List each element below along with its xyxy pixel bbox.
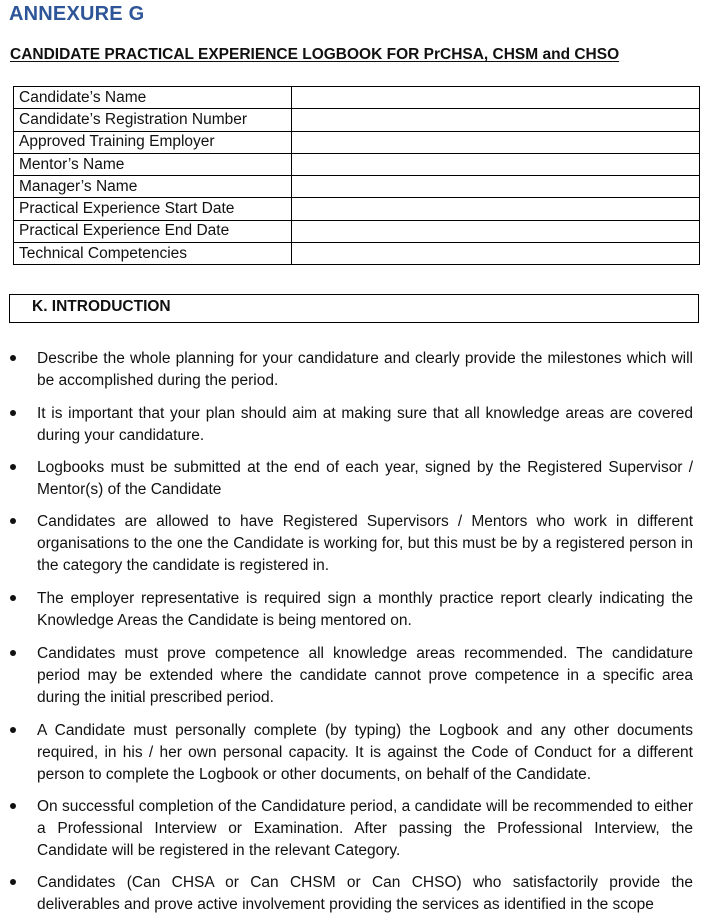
row-value (292, 131, 700, 153)
bullet-text: Describe the whole planning for your candidature and clearly provide the milestones which will be accomplished during the period. (37, 350, 693, 389)
table-row (14, 176, 700, 198)
row-label: Mentor’s Name (14, 153, 292, 175)
row-label: Manager’s Name (14, 176, 292, 198)
bullet-text: Candidates must prove competence all knowledge areas recommended. The candidature period may be extended where the candidate cannot prove competence in a specific area during the initial prescribed period. (37, 645, 693, 706)
bullet-text: Logbooks must be submitted at the end of each year, signed by the Registered Supervisor / Mentor(s) of the Candidate (37, 459, 693, 498)
row-label: Candidate’s Name (14, 87, 292, 109)
row-label: Approved Training Employer (14, 131, 292, 153)
row-value (292, 243, 700, 265)
annexure-title: ANNEXURE G (9, 3, 145, 25)
bullet-icon (10, 879, 16, 885)
row-label: Practical Experience End Date (14, 220, 292, 242)
bullet-icon (10, 464, 16, 470)
bullet-icon (10, 410, 16, 416)
section-heading-box (9, 294, 699, 323)
candidate-info-table (13, 86, 700, 265)
table-row (14, 243, 700, 265)
row-value (292, 220, 700, 242)
row-value (292, 109, 700, 131)
table-row (14, 109, 700, 131)
bullet-text: Candidates (Can CHSA or Can CHSM or Can CHSO) who satisfactorily provide the deliverables and prove active involvement providing the services as identified in the scope (37, 874, 693, 913)
table-row (14, 87, 700, 109)
bullet-icon (10, 803, 16, 809)
table-row (14, 220, 700, 242)
bullet-text: Candidates are allowed to have Registered Supervisors / Mentors who work in different organisations to the one the Candidate is working for, but this must be by a registered person in the category the candidate is registered in. (37, 513, 693, 574)
bullet-icon (10, 595, 16, 601)
row-value (292, 176, 700, 198)
row-value (292, 198, 700, 220)
bullet-text: A Candidate must personally complete (by typing) the Logbook and any other documents required, in his / her own personal capacity. It is against the Code of Conduct for a different person to complete the Logbook or other documents, on behalf of the Candidate. (37, 722, 693, 783)
table-row (14, 131, 700, 153)
bullet-icon (10, 650, 16, 656)
bullet-icon (10, 355, 16, 361)
row-label: Candidate’s Registration Number (14, 109, 292, 131)
table-row (14, 198, 700, 220)
bullet-icon (10, 727, 16, 733)
row-value (292, 153, 700, 175)
section-heading: K. INTRODUCTION (32, 298, 171, 315)
bullet-text: On successful completion of the Candidature period, a candidate will be recommended to either a Professional Interview or Examination. After passing the Professional Interview, the Candidate will be registered in the relevant Category. (37, 798, 693, 859)
bullet-text: The employer representative is required sign a monthly practice report clearly indicating the Knowledge Areas the Candidate is being mentored on. (37, 590, 693, 629)
row-label: Technical Competencies (14, 243, 292, 265)
row-value (292, 87, 700, 109)
row-label: Practical Experience Start Date (14, 198, 292, 220)
bullet-icon (10, 518, 16, 524)
bullet-text: It is important that your plan should aim at making sure that all knowledge areas are covered during your candidature. (37, 405, 693, 444)
logbook-title: CANDIDATE PRACTICAL EXPERIENCE LOGBOOK FOR PrCHSA, CHSM and CHSO (10, 46, 620, 63)
table-row (14, 153, 700, 175)
